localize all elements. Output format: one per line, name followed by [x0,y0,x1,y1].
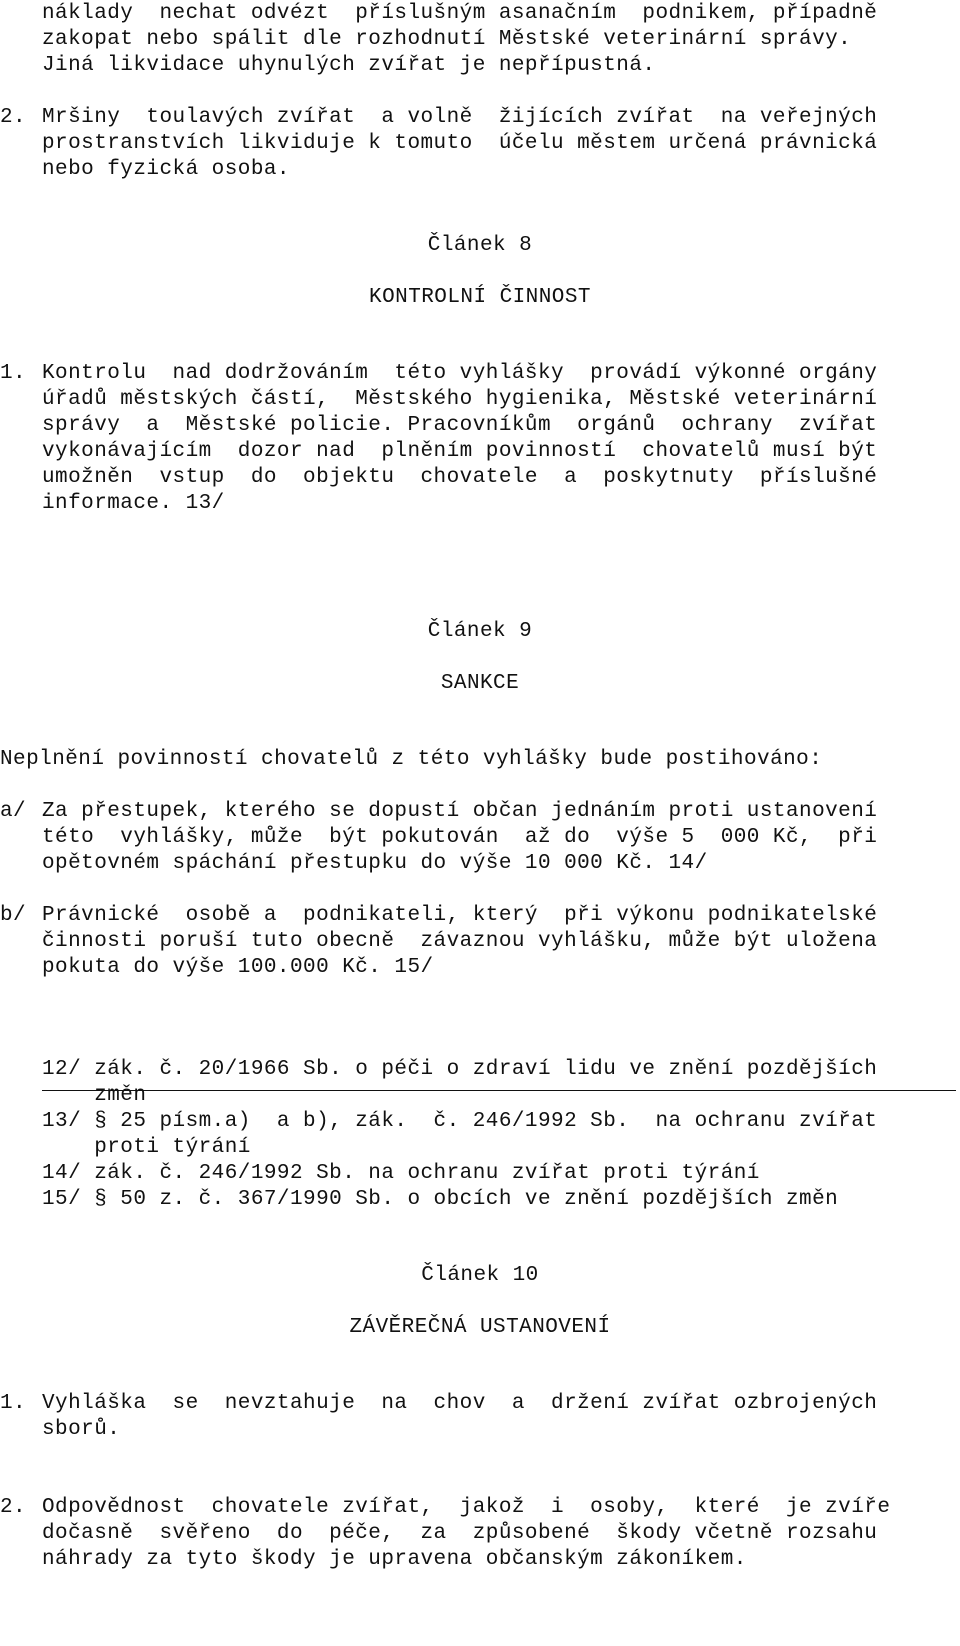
paragraph-line: dočasně svěřeno do péče, za způsobené škody včetně rozsahu [42,1522,878,1545]
intro-line: zakopat nebo spálit dle rozhodnutí Městské veterinární správy. [42,28,852,51]
item-line: činnosti poruší tuto obecně závaznou vyhlášku, může být uložena [42,930,878,953]
footnote-line: 15/ § 50 z. č. 367/1990 Sb. o obcích ve znění pozdějších změn [42,1188,839,1211]
paragraph-line: Odpovědnost chovatele zvířat, jakož i osoby, které je zvíře [42,1496,891,1519]
paragraph-line: Kontrolu nad dodržováním této vyhlášky provádí výkonné orgány [42,362,878,385]
paragraph-line: prostranstvích likviduje k tomuto účelu městem určená právnická [42,132,878,155]
item-line: této vyhlášky, může být pokutován až do výše 5 000 Kč, při [42,826,878,849]
article-heading: Článek 8 [427,234,533,257]
footnote-line: 13/ § 25 písm.a) a b), zák. č. 246/1992 Sb. na ochranu zvířat [42,1110,878,1133]
item-label: b/ [0,904,27,927]
item-line: pokuta do výše 100.000 Kč. 15/ [42,956,434,979]
paragraph-number: 1. [0,1392,27,1415]
item-line: opětovném spáchání přestupku do výše 10 000 Kč. 14/ [42,852,708,875]
intro-line: náklady nechat odvézt příslušným asanačním podnikem, případně [42,2,878,25]
paragraph-line: nebo fyzická osoba. [42,158,290,181]
article-heading: Článek 9 [427,620,533,643]
article-title: ZÁVĚREČNÁ USTANOVENÍ [349,1316,611,1339]
paragraph-line: Vyhláška se nevztahuje na chov a držení zvířat ozbrojených [42,1392,878,1415]
article-heading: Článek 10 [421,1264,539,1287]
intro-line: Jiná likvidace uhynulých zvířat je nepřípustná. [42,54,656,77]
item-line: Právnické osobě a podnikateli, který při výkonu podnikatelské [42,904,878,927]
paragraph-line: umožněn vstup do objektu chovatele a poskytnuty příslušné [42,466,878,489]
article-title: KONTROLNÍ ČINNOST [369,286,591,309]
paragraph-number: 2. [0,106,27,129]
footnote-line: 14/ zák. č. 246/1992 Sb. na ochranu zvířat proti týrání [42,1162,760,1185]
paragraph-line: Mršiny toulavých zvířat a volně žijících zvířat na veřejných [42,106,878,129]
footnote-line: 12/ zák. č. 20/1966 Sb. o péči o zdraví lidu ve znění pozdějších [42,1058,878,1081]
paragraph-number: 1. [0,362,27,385]
footnote-line: změn [42,1084,147,1107]
paragraph-line: sborů. [42,1418,121,1441]
sanctions-intro: Neplnění povinností chovatelů z této vyhlášky bude postihováno: [0,748,823,771]
item-label: a/ [0,800,27,823]
footnote-line: proti týrání [42,1136,251,1159]
article-title: SANKCE [440,672,520,695]
paragraph-line: správy a Městské policie. Pracovníkům orgánů ochrany zvířat [42,414,878,437]
item-line: Za přestupek, kterého se dopustí občan jednáním proti ustanovení [42,800,878,823]
paragraph-line: náhrady za tyto škody je upravena občanským zákoníkem. [42,1548,747,1571]
paragraph-number: 2. [0,1496,27,1519]
paragraph-line: vykonávajícím dozor nad plněním povinností chovatelů musí být [42,440,878,463]
paragraph-line: úřadů městských částí, Městského hygienika, Městské veterinární [42,388,878,411]
paragraph-line: informace. 13/ [42,492,225,515]
